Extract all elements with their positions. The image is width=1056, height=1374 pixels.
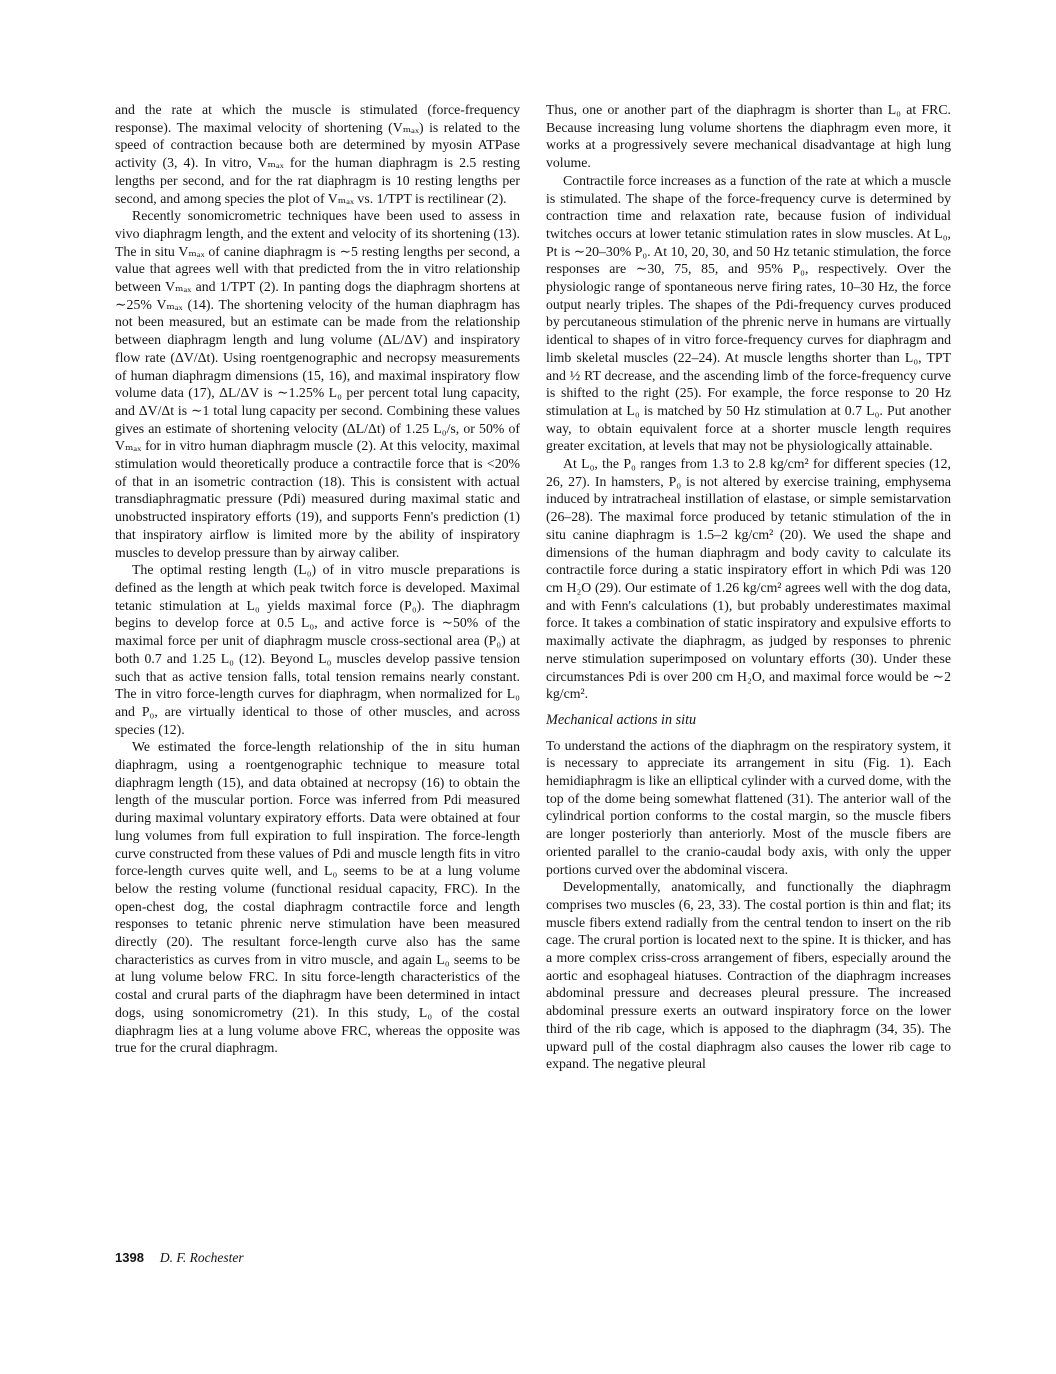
body-paragraph: To understand the actions of the diaphragm on the respiratory system, it is necessary to appreciate its arrangement in situ (Fig. 1). Each hemidiaphragm is like an elliptical cylinder with a curved dome, with the top of the dome being somewhat flattened (31). The anterior wall of the cylindrical portion conforms to the costal margin, so the muscle fibers are longer posteriorly than anteriorly. Most of the muscle fibers are oriented parallel to the cranio-caudal body axis, with only the upper portions curved over the abdominal viscera. — [546, 737, 951, 877]
body-paragraph: Contractile force increases as a function of the rate at which a muscle is stimulated. The shape of the force-frequency curve is determined by contraction time and relaxation rate, because fusion of individual twitches occurs at lower tetanic stimulation rates in slow muscles. At L₀, Pt is ∼20–30% P₀. At 10, 20, 30, and 50 Hz tetanic stimulation, the force responses are ∼30, 75, 85, and 95% P₀, respectively. Over the physiologic range of spontaneous nerve firing rates, 10–30 Hz, the force output nearly triples. The shapes of the Pdi-frequency curves produced by percutaneous stimulation of the phrenic nerve in humans are virtually identical to shapes of in vitro force-frequency curves for diaphragm and limb skeletal muscles (22–24). At muscle lengths shorter than L₀, TPT and ½ RT decrease, and the ascending limb of the force-frequency curve is shifted to the right (25). For example, the force response to 20 Hz stimulation at L₀ is matched by 50 Hz stimulation at 0.7 L₀. Put another way, to obtain equivalent force at a shorter muscle length requires greater excitation, at levels that may not be physiologically attainable. — [546, 172, 951, 454]
body-paragraph: Recently sonomicrometric techniques have been used to assess in vivo diaphragm length, and the extent and velocity of its shortening (13). The in situ Vₘₐₓ of canine diaphragm is ∼5 resting lengths per second, a value that agrees well with that predicted from the in vitro relationship between Vₘₐₓ and 1/TPT (2). In panting dogs the diaphragm shortens at ∼25% Vₘₐₓ (14). The shortening velocity of the human diaphragm has not been measured, but an estimate can be made from the relationship between diaphragm length and lung volume (ΔL/ΔV) and inspiratory flow rate (ΔV/Δt). Using roentgenographic and necropsy measurements of human diaphragm dimensions (15, 16), and maximal inspiratory flow volume data (17), ΔL/ΔV is ∼1.25% L₀ per percent total lung capacity, and ΔV/Δt is ∼1 total lung capacity per second. Combining these values gives an estimate of shortening velocity (ΔL/Δt) of 1.25 L₀/s, or 50% of Vₘₐₓ for in vitro human diaphragm muscle (2). At this velocity, maximal stimulation would theoretically produce a contractile force that is <20% of that in an isometric contraction (18). This is consistent with actual transdiaphragmatic pressure (Pdi) measured during maximal static and unobstructed inspiratory efforts (19), and supports Fenn's prediction (1) that inspiratory airflow is limited more by the ability of inspiratory muscles to develop pressure than by airway caliber. — [115, 208, 520, 560]
body-paragraph: Developmentally, anatomically, and functionally the diaphragm comprises two muscles (6, 23, 33). The costal portion is thin and flat; its muscle fibers extend radially from the central tendon to insert on the rib cage. The crural portion is located next to the spine. It is thicker, and has a more complex criss-cross arrangement of fibers, especially around the aortic and esophageal hiatuses. Contraction of the diaphragm increases abdominal pressure and decreases pleural pressure. The increased abdominal pressure exerts an outward inspiratory force on the lower third of the rib cage, which is apposed to the diaphragm (34, 35). The upward pull of the costal diaphragm also causes the lower rib cage to expand. The negative pleural — [546, 879, 951, 1072]
section-heading: Mechanical actions in situ — [546, 711, 697, 728]
page-number: 1398 — [115, 1250, 144, 1265]
body-paragraph: At L₀, the P₀ ranges from 1.3 to 2.8 kg/cm² for different species (12, 26, 27). In hamsters, P₀ is not altered by exercise training, emphysema induced by intratracheal instillation of elastase, or simple semistarvation (26–28). The maximal force produced by tetanic stimulation of the in situ canine diaphragm is 1.5–2 kg/cm² (20). We used the shape and dimensions of the human diaphragm and body cavity to calculate its contractile force during a static inspiratory effort in which Pdi was 120 cm H₂O (29). Our estimate of 1.26 kg/cm² agrees well with the dog data, and with Fenn's calculations (1), but probably underestimates maximal force. It takes a combination of static inspiratory and expulsive efforts to maximally activate the diaphragm, as judged by responses to phrenic nerve stimulation superimposed on voluntary efforts (30). Under these circumstances Pdi is over 200 cm H₂O, and maximal force would be ∼2 kg/cm². — [546, 456, 951, 702]
body-paragraph: The optimal resting length (L₀) of in vitro muscle preparations is defined as the length at which peak twitch force is developed. Maximal tetanic stimulation at L₀ yields maximal force (P₀). The diaphragm begins to develop force at 0.5 L₀, and active force is ∼50% of the maximal force per unit of diaphragm muscle cross-sectional area (P₀) at both 0.7 and 1.25 L₀ (12). Beyond L₀ muscles develop passive tension such that as active tension falls, total tension remains nearly constant. The in vitro force-length curves for diaphragm, when normalized for L₀ and P₀, are virtually identical to those of other muscles, and across species (12). — [115, 562, 520, 737]
right-column — [546, 101, 951, 1073]
body-paragraph: We estimated the force-length relationship of the in situ human diaphragm, using a roentgenographic technique to measure total diaphragm length (15), and data obtained at necropsy (16) to obtain the length of the muscular portion. Force was inferred from Pdi measured during maximal voluntary expiratory efforts. Data were obtained at four lung volumes from full expiration to full inspiration. The force-length curve constructed from these values of Pdi and muscle length fits in vitro force-length curves quite well, and L₀ seems to be at a lung volume below the resting volume (functional residual capacity, FRC). In the open-chest dog, the costal diaphragm contractile force and length responses to tetanic phrenic nerve stimulation have been measured directly (20). The resultant force-length curve also has the same characteristics as curves from in vitro muscle, and again L₀ seems to be at lung volume below FRC. In situ force-length characteristics of the costal and crural parts of the diaphragm have been determined in intact dogs, using sonomicrometry (21). In this study, L₀ of the costal diaphragm lies at a lung volume above FRC, whereas the opposite was true for the crural diaphragm. — [115, 739, 520, 1056]
running-author: D. F. Rochester — [159, 1250, 244, 1265]
body-paragraph: Thus, one or another part of the diaphragm is shorter than L₀ at FRC. Because increasing lung volume shortens the diaphragm even more, it works at a progressively severe mechanical disadvantage at high lung volume. — [546, 102, 951, 171]
two-column-text-block — [115, 101, 951, 1073]
body-paragraph: and the rate at which the muscle is stimulated (force-frequency response). The maximal velocity of shortening (Vₘₐₓ) is related to the speed of contraction because both are determined by myosin ATPase activity (3, 4). In vitro, Vₘₐₓ for the human diaphragm is 2.5 resting lengths per second, and for the rat diaphragm is 10 resting lengths per second, and among species the plot of Vₘₐₓ vs. 1/TPT is rectilinear (2). — [115, 102, 520, 206]
page-footer — [115, 1250, 244, 1266]
left-column — [115, 101, 520, 1073]
